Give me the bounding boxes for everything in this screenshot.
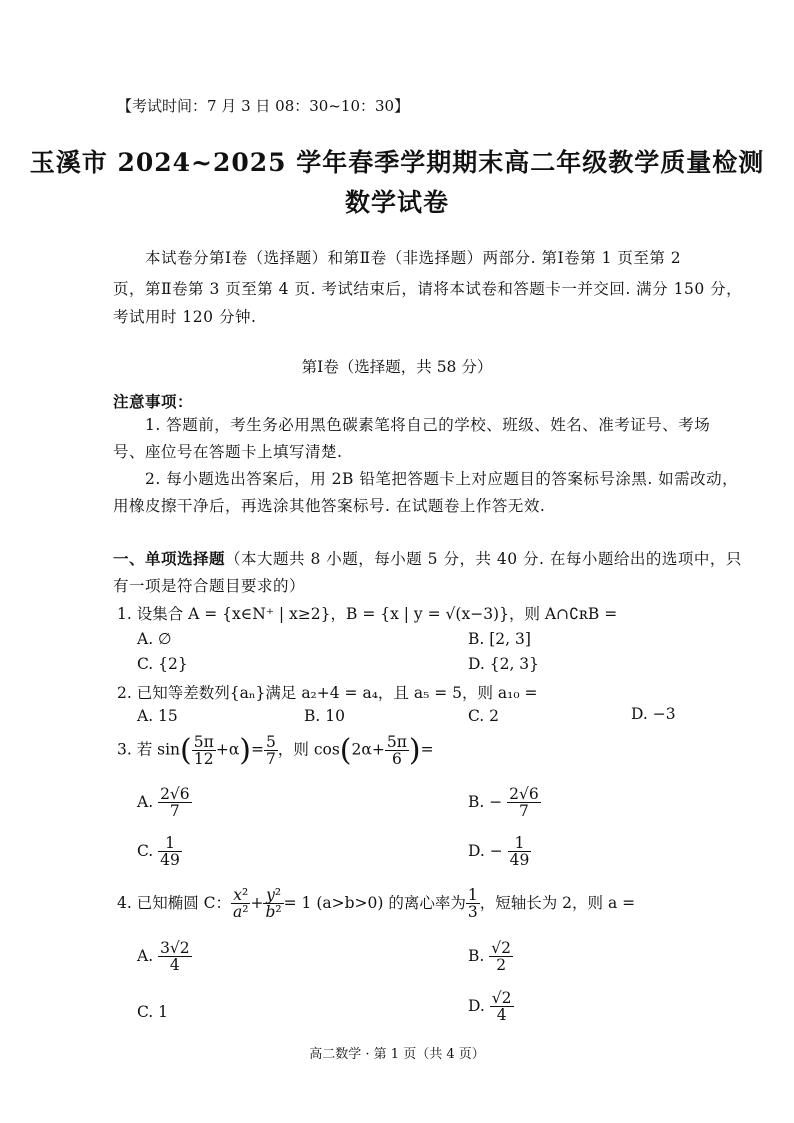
q4-option-c: C. 1 <box>137 1003 169 1021</box>
note-1-line-1: 1. 答题前，考生务必用黑色碳素笔将自己的学校、班级、姓名、准考证号、考场 <box>145 416 711 434</box>
q3-option-c: C. $\frac{1}{49}$ <box>137 834 180 870</box>
exam-title: 玉溪市 2024~2025 学年春季学期期末高二年级教学质量检测 <box>29 148 765 177</box>
q2-option-d: D. −3 <box>631 705 676 723</box>
q4-option-b: B. $\frac{√2}{2}$ <box>468 939 512 975</box>
intro-line-2: 页，第Ⅱ卷第 3 页至第 4 页. 考试结束后，请将本试卷和答题卡一并交回. 满分 150 分， <box>113 280 743 298</box>
q4-option-a: A. $\frac{3√2}{4}$ <box>137 939 190 975</box>
exam-subtitle: 数学试卷 <box>344 188 449 217</box>
q2-option-c: C. 2 <box>468 707 500 725</box>
section1-heading: 一、单项选择题 <box>113 549 226 568</box>
volume1-heading: 第Ⅰ卷（选择题，共 58 分） <box>301 358 493 376</box>
q3-option-a: A. $\frac{2√6}{7}$ <box>137 785 190 821</box>
q1-option-c: C. {2} <box>137 655 188 673</box>
q4-stem: 4. 已知椭圆 C： $\frac{\text{x²}}{\text{a²}}$ + $\frac{\text{y²}}{\text{b²}}$ = 1 (a>b>0) 的离心率为 $\frac{1}{3}$ ，短轴长为 2，则 a = <box>117 886 636 922</box>
note-2-line-1: 2. 每小题选出答案后，用 2B 铅笔把答题卡上对应题目的答案标号涂黑. 如需改动， <box>145 470 739 488</box>
section1-line-1 <box>113 547 742 569</box>
q1-option-d: D. {2, 3} <box>468 655 540 673</box>
q2-stem: 2. 已知等差数列{aₙ}满足 a₂+4 = a₄，且 a₅ = 5，则 a₁₀ = <box>117 684 538 702</box>
q3-option-d: D. − $\frac{1}{49}$ <box>468 834 530 870</box>
notes-heading: 注意事项： <box>113 392 194 411</box>
note-1-line-2: 号、座位号在答题卡上填写清楚. <box>113 443 343 461</box>
page-footer: 高二数学 · 第 1 页（共 4 页） <box>309 1047 485 1062</box>
intro-line-3: 考试用时 120 分钟. <box>113 308 257 326</box>
section1-desc-2: 有一项是符合题目要求的） <box>113 577 306 595</box>
q1-option-a: A. ∅ <box>137 630 172 648</box>
section1-desc: （本大题共 8 小题，每小题 5 分，共 40 分. 在每小题给出的选项中，只 <box>225 550 742 568</box>
q2-option-b: B. 10 <box>304 707 345 725</box>
note-2-line-2: 用橡皮擦干净后，再选涂其他答案标号. 在试题卷上作答无效. <box>113 497 546 515</box>
intro-line-1: 本试卷分第Ⅰ卷（选择题）和第Ⅱ卷（非选择题）两部分. 第Ⅰ卷第 1 页至第 2 <box>145 249 682 267</box>
q1-option-b: B. [2, 3] <box>468 630 531 648</box>
q3-stem: 3. 若 sin( $\frac{5\pi}{12}$ +α)= $\frac{5}{7}$ ，则 cos(2α+ $\frac{5\pi}{6}$ )= <box>117 732 434 768</box>
exam-time: 【考试时间：7 月 3 日 08：30~10：30】 <box>117 97 410 115</box>
q1-stem: 1. 设集合 A = {x∈N⁺ | x≥2}，B = {x | y = √(x−3)}，则 A∩∁ʀB = <box>117 605 618 623</box>
q2-option-a: A. 15 <box>137 707 178 725</box>
q3-option-b: B. − $\frac{2√6}{7}$ <box>468 785 539 821</box>
q4-option-d: D. $\frac{√2}{4}$ <box>468 989 512 1025</box>
